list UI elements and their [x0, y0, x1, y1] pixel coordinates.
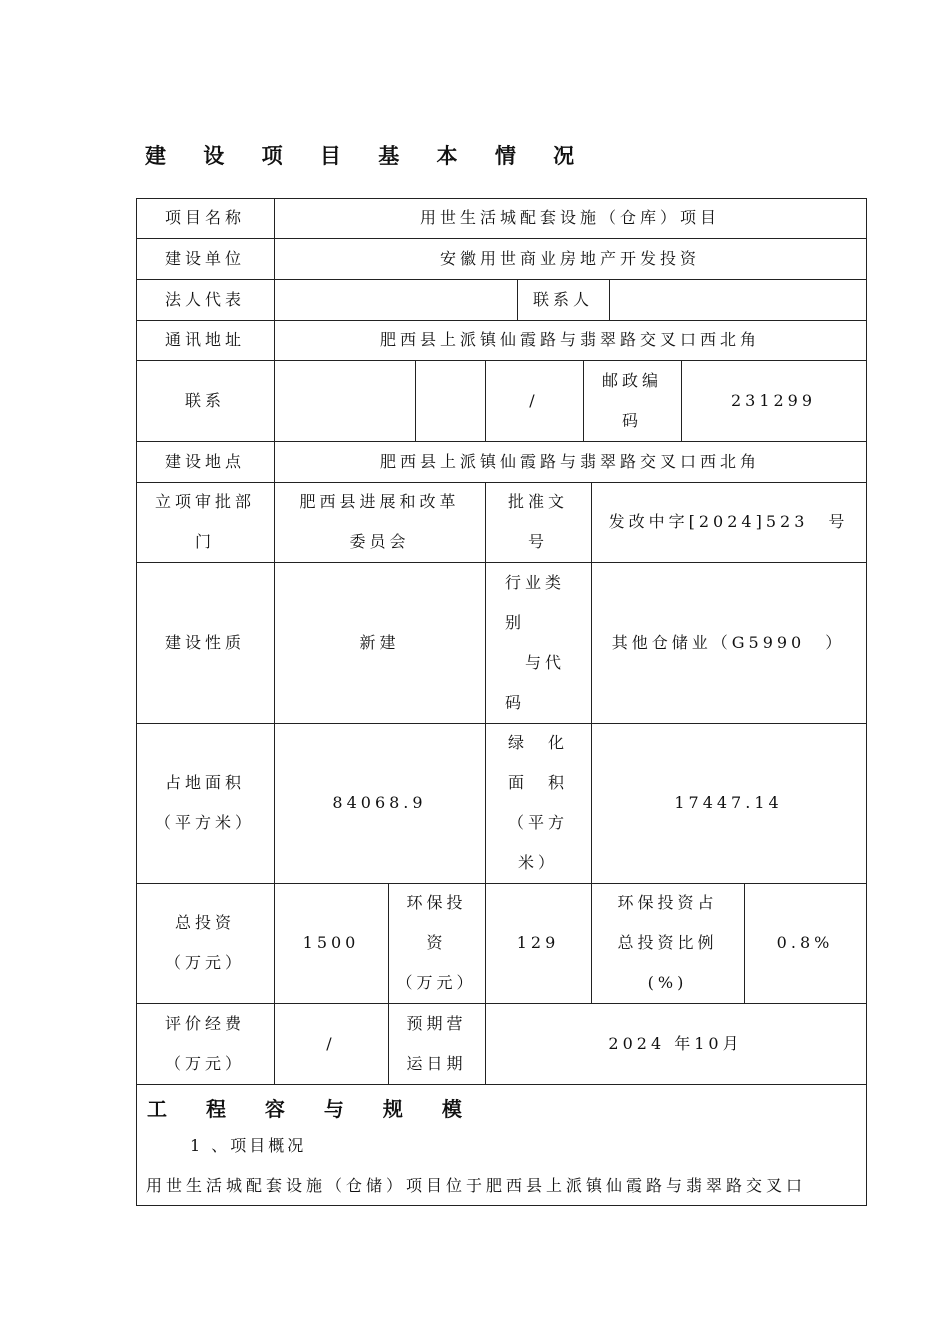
contact-value-3: /	[485, 360, 584, 442]
project-name-label: 项目名称	[136, 198, 275, 239]
fee-label: 评价经费 （万元）	[136, 1003, 275, 1085]
investment-label: 总投资 （万元）	[136, 883, 275, 1004]
investment-value: 1500	[274, 883, 389, 1004]
legal-rep-label: 法人代表	[136, 279, 275, 321]
page-title: 建 设 项 目 基 本 情 况	[145, 144, 590, 168]
env-investment-value: 129	[485, 883, 592, 1004]
contact-person-label: 联系人	[517, 279, 610, 321]
green-area-label: 绿 化 面 积 （平方 米）	[485, 723, 592, 884]
env-ratio-value: 0.8%	[744, 883, 867, 1004]
area-label: 占地面积 （平方米）	[136, 723, 275, 884]
contact-label: 联系	[136, 360, 275, 442]
site-label: 建设地点	[136, 441, 275, 483]
nature-value: 新建	[274, 562, 486, 724]
industry-label: 行业类 别 与代 码	[485, 562, 592, 724]
nature-label: 建设性质	[136, 562, 275, 724]
operation-date-value: 2024 年10月	[485, 1003, 867, 1085]
project-name-value: 用世生活城配套设施（仓库）项目	[274, 198, 867, 239]
postal-code-value: 231299	[681, 360, 867, 442]
operation-date-label: 预期营 运日期	[388, 1003, 486, 1085]
contact-value-1	[274, 360, 416, 442]
green-area-value: 17447.14	[591, 723, 867, 884]
contact-value-2	[415, 360, 486, 442]
approval-dept-value: 肥西县进展和改革 委员会	[274, 482, 486, 563]
overview-text: 用世生活城配套设施（仓储）项目位于肥西县上派镇仙霞路与翡翠路交叉口	[146, 1176, 807, 1195]
approval-doc-value: 发改中字[2024]523 号	[591, 482, 867, 563]
construction-unit-value: 安徽用世商业房地产开发投资	[274, 238, 867, 280]
approval-doc-label: 批准文 号	[485, 482, 592, 563]
sub-heading: 1 、项目概况	[190, 1136, 307, 1155]
address-value: 肥西县上派镇仙霞路与翡翠路交叉口西北角	[274, 320, 867, 361]
env-ratio-label: 环保投资占 总投资比例 (%)	[591, 883, 745, 1004]
approval-dept-label: 立项审批部 门	[136, 482, 275, 563]
postal-code-label: 邮政编 码	[583, 360, 682, 442]
industry-value: 其他仓储业（G5990 ）	[591, 562, 867, 724]
area-value: 84068.9	[274, 723, 486, 884]
address-label: 通讯地址	[136, 320, 275, 361]
legal-rep-value	[274, 279, 518, 321]
contact-person-value	[609, 279, 867, 321]
construction-unit-label: 建设单位	[136, 238, 275, 280]
site-value: 肥西县上派镇仙霞路与翡翠路交叉口西北角	[274, 441, 867, 483]
section-heading: 工 程 容 与 规 模	[147, 1097, 478, 1121]
env-investment-label: 环保投 资 （万元）	[388, 883, 486, 1004]
fee-value: /	[274, 1003, 389, 1085]
